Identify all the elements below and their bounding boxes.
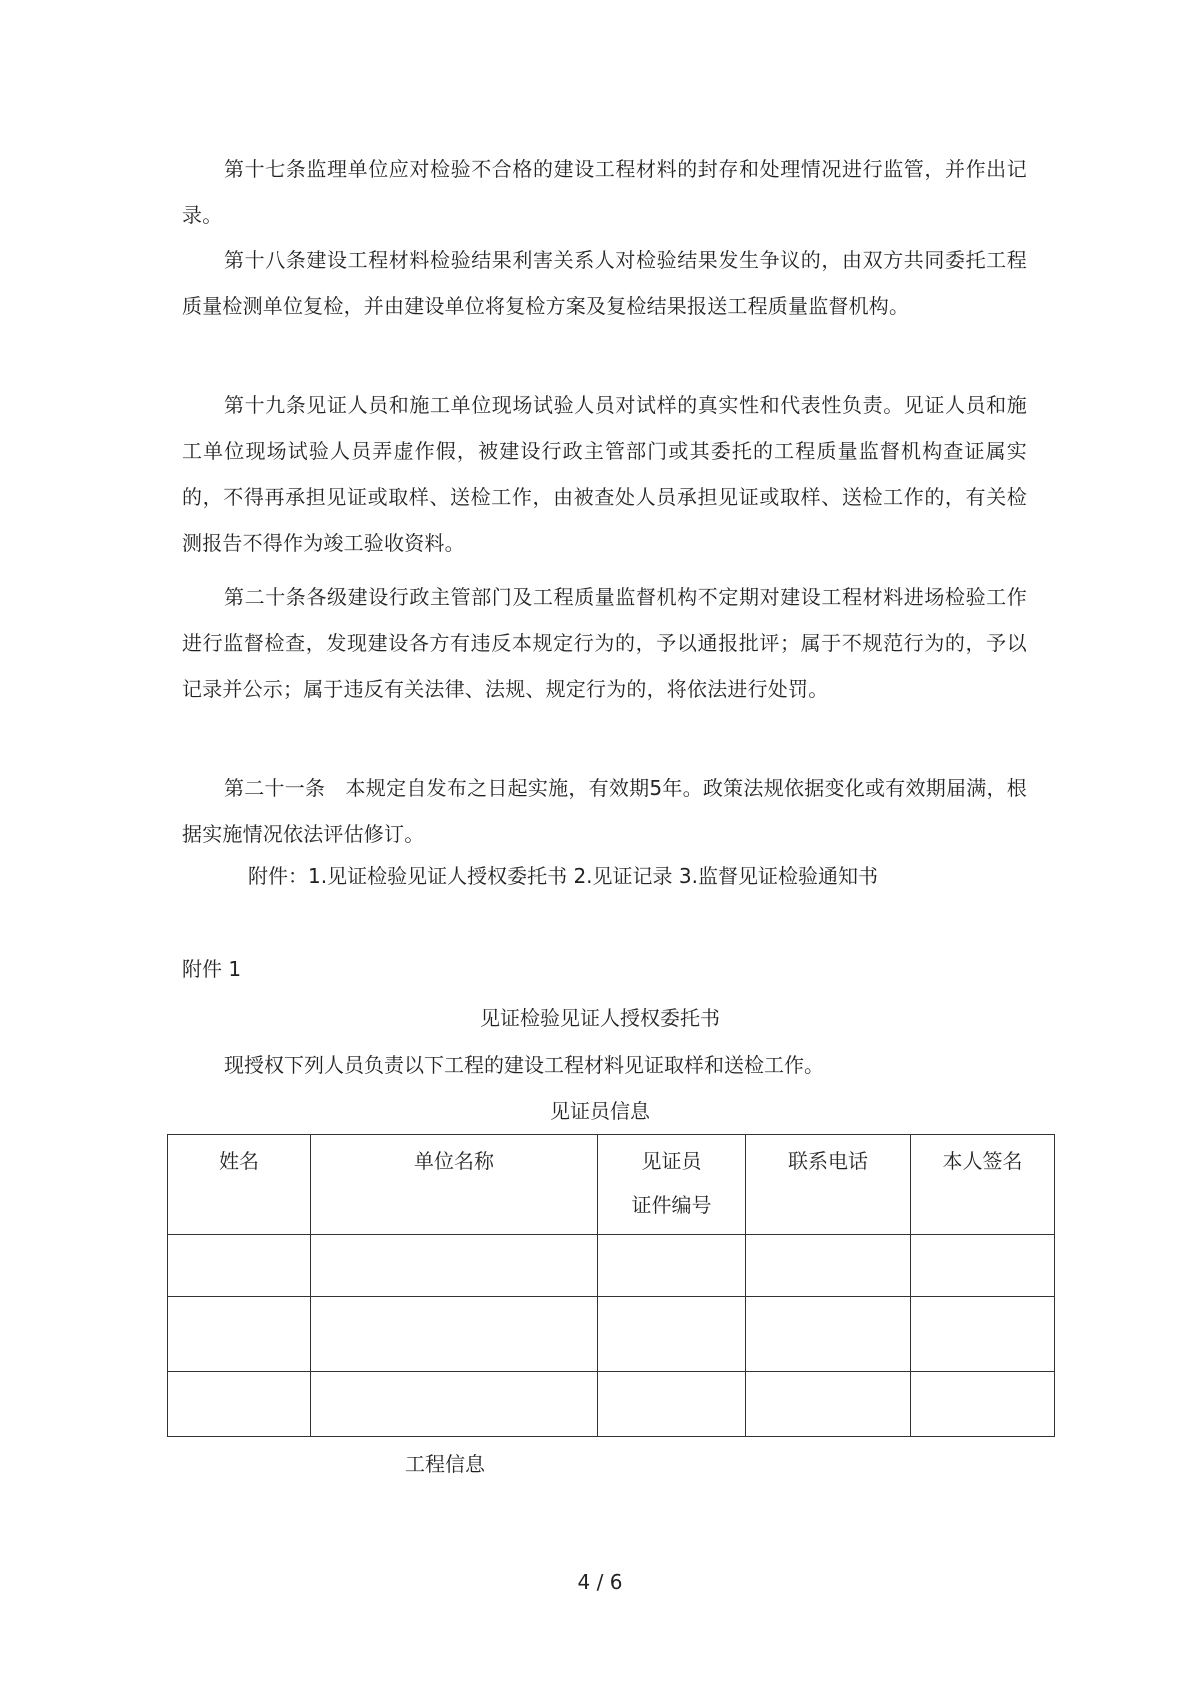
table-cell xyxy=(311,1297,598,1372)
table-cell xyxy=(911,1372,1055,1437)
document-title: 见证检验见证人授权委托书 xyxy=(480,1006,720,1030)
article-17: 第十七条监理单位应对检验不合格的建设工程材料的封存和处理情况进行监管，并作出记录。 xyxy=(182,157,1027,227)
table-cell xyxy=(598,1235,746,1297)
table-row xyxy=(168,1372,1055,1437)
article-18: 第十八条建设工程材料检验结果利害关系人对检验结果发生争议的，由双方共同委托工程质量检测单位复检，并由建设单位将复检方案及复检结果报送工程质量监督机构。 xyxy=(182,248,1027,318)
table-cell xyxy=(311,1235,598,1297)
table-cell xyxy=(746,1372,911,1437)
table-cell xyxy=(911,1297,1055,1372)
table-cell xyxy=(746,1235,911,1297)
header-witness-label: 见证员 xyxy=(641,1149,702,1173)
table-cell xyxy=(911,1235,1055,1297)
header-signature: 本人签名 xyxy=(911,1135,1055,1235)
attachments-list: 附件：1.见证检验见证人授权委托书 2.见证记录 3.监督见证检验通知书 xyxy=(248,864,878,888)
article-21: 第二十一条 本规定自发布之日起实施，有效期5年。政策法规依据变化或有效期届满，根据实施情况依法评估修订。 xyxy=(182,776,1027,846)
article-19: 第十九条见证人员和施工单位现场试验人员对试样的真实性和代表性负责。见证人员和施工单位现场试验人员弄虚作假，被建设行政主管部门或其委托的工程质量监督机构查证属实的，不得再承担见证或取样、送检工作，由被查处人员承担见证或取样、送检工作的，有关检测报告不得作为竣工验收资料。 xyxy=(182,393,1027,555)
header-cert-number-label: 证件编号 xyxy=(631,1193,712,1217)
article-20: 第二十条各级建设行政主管部门及工程质量监督机构不定期对建设工程材料进场检验工作进行监督检查，发现建设各方有违反本规定行为的，予以通报批评；属于不规范行为的，予以记录并公示；属于违反有关法律、法规、规定行为的，将依法进行处罚。 xyxy=(182,585,1027,701)
witness-info-table xyxy=(167,1134,1055,1437)
header-phone: 联系电话 xyxy=(746,1135,911,1235)
table-header-row xyxy=(168,1135,1055,1235)
header-unit-name: 单位名称 xyxy=(311,1135,598,1235)
table-cell xyxy=(168,1372,311,1437)
authorization-intro: 现授权下列人员负责以下工程的建设工程材料见证取样和送检工作。 xyxy=(224,1053,824,1077)
table-row xyxy=(168,1297,1055,1372)
table-cell xyxy=(746,1297,911,1372)
table-cell xyxy=(168,1297,311,1372)
page-number: 4 / 6 xyxy=(577,1570,623,1594)
table-cell xyxy=(598,1297,746,1372)
appendix-label: 附件 1 xyxy=(182,957,242,981)
table-caption: 见证员信息 xyxy=(550,1099,650,1123)
header-witness-cert xyxy=(598,1135,746,1235)
table-cell xyxy=(311,1372,598,1437)
table-row xyxy=(168,1235,1055,1297)
project-info-label: 工程信息 xyxy=(405,1452,485,1476)
table-cell xyxy=(598,1372,746,1437)
table-cell xyxy=(168,1235,311,1297)
header-name: 姓名 xyxy=(168,1135,311,1235)
